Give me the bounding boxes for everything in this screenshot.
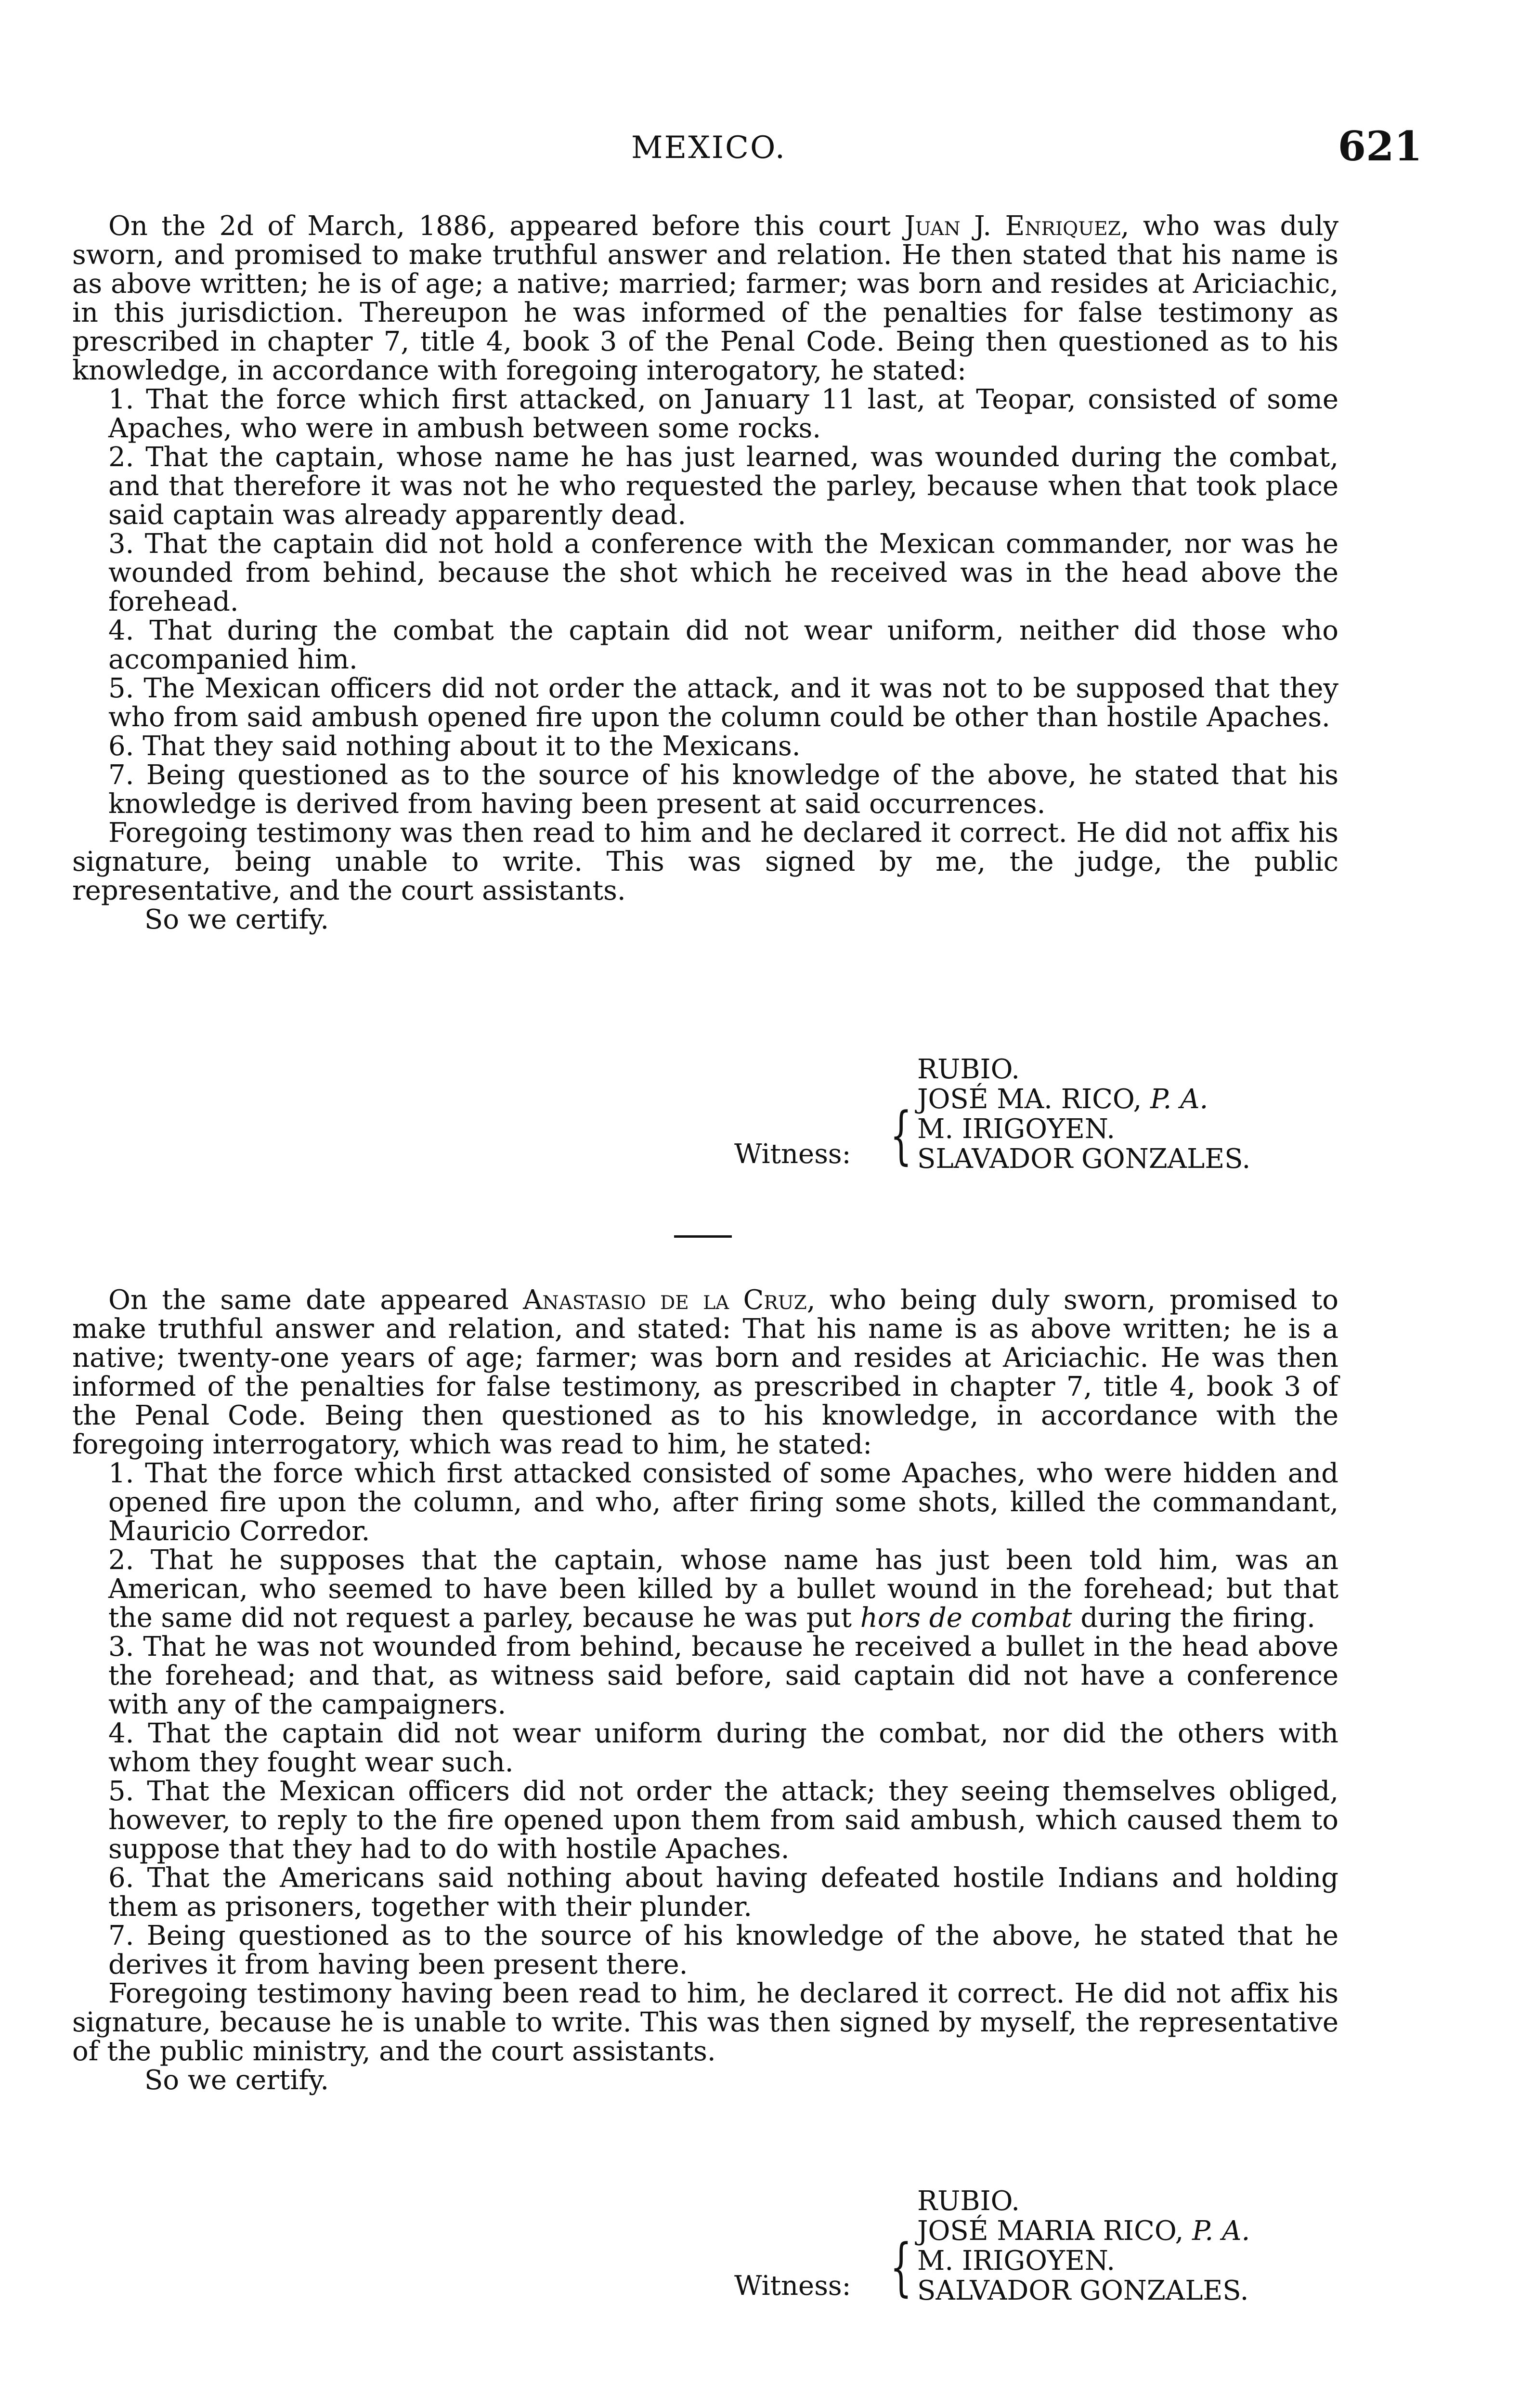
pa-title: P. A. xyxy=(1192,2215,1250,2247)
intro-text: On the 2d of March, 1886, appeared before this court xyxy=(108,210,905,242)
brace-mark: { xyxy=(890,2230,912,2303)
testimony-1-closing: Foregoing testimony was then read to him and he declared it correct. He did not affix his signature, being unable to write. This was signed by me, the judge, the public representative, and the court assistants. xyxy=(72,817,1338,906)
pa-signature xyxy=(917,1085,1250,1114)
deponent-name: Anastasio de la Cruz xyxy=(523,1284,807,1316)
pa-name: JOSÉ MA. RICO, xyxy=(917,1084,1151,1115)
testimony-2-closing: Foregoing testimony having been read to him, he declared it correct. He did not affix his signature, because he is unable to write. This was then signed by myself, the representative of the public ministry, and the court assistants. xyxy=(72,1978,1338,2067)
item-italic-phrase: hors de combat xyxy=(860,1602,1072,1634)
pa-title: P. A. xyxy=(1150,1084,1208,1115)
witness-2-signature: SALVADOR GONZALES. xyxy=(917,2275,1249,2306)
testimony-2-item: 7. Being questioned as to the source of his knowledge of the above, he stated that he derives it from having been present there. xyxy=(108,1920,1338,1980)
judge-signature: RUBIO. xyxy=(917,2186,1020,2217)
testimony-1 xyxy=(72,212,1338,934)
witness-1-signature: M. IRIGOYEN. xyxy=(917,1113,1116,1145)
testimony-2 xyxy=(72,1286,1338,2095)
judge-signature: RUBIO. xyxy=(917,1054,1020,1085)
testimony-2-item xyxy=(72,1546,1338,1633)
testimony-2-intro xyxy=(72,1286,1338,1459)
item-text: 2. That he supposes that the captain, whose name has just been told him, was an American, who seemed to have been killed by a bullet wound in the forehead; but that the same did not request a parley, because he was put xyxy=(108,1544,1338,1634)
witness-label: Witness: xyxy=(734,2270,851,2302)
testimony-2-item: 5. That the Mexican officers did not order the attack; they seeing themselves obliged, however, to reply to the fire opened upon them from said ambush, which caused them to suppose that they had to do with hostile Apaches. xyxy=(108,1776,1338,1865)
testimony-2-item: 6. That the Americans said nothing about having defeated hostile Indians and holding them as prisoners, together with their plunder. xyxy=(108,1862,1338,1923)
testimony-1-item: 2. That the captain, whose name he has just learned, was wounded during the combat, and that therefore it was not he who requested the parley, because when that took place said captain was already apparently dead. xyxy=(108,442,1338,531)
witness-2-signature: SLAVADOR GONZALES. xyxy=(917,1143,1251,1175)
deponent-name: Juan J. Enriquez xyxy=(904,210,1121,242)
testimony-2-certify: So we certify. xyxy=(144,2065,329,2096)
testimony-1-item: 5. The Mexican officers did not order the attack, and it was not to be supposed that they who from said ambush opened fire upon the column could be other than hostile Apaches. xyxy=(108,673,1338,733)
testimony-2-item: 4. That the captain did not wear uniform during the combat, nor did the others with whom they fought wear such. xyxy=(108,1718,1338,1778)
section-divider xyxy=(674,1235,732,1238)
intro-text: On the same date appeared xyxy=(108,1284,523,1316)
testimony-1-intro xyxy=(72,212,1338,385)
page-number: 621 xyxy=(1338,122,1422,170)
running-head xyxy=(72,122,1422,173)
testimony-2-item: 1. That the force which first attacked consisted of some Apaches, who were hidden and opened fire upon the column, and who, after firing some shots, killed the commandant, Mauricio Corredor. xyxy=(108,1458,1338,1547)
testimony-2-item: 3. That he was not wounded from behind, because he received a bullet in the head above the forehead; and that, as witness said before, said captain did not have a conference with any of the campaigners. xyxy=(108,1631,1338,1720)
intro-text-continued: , who was duly sworn, and promised to make truthful answer and relation. He then stated that his name is as above written; he is of age; a native; married; farmer; was born and resides at Ariciachic, in this jurisdiction. Thereupon he was informed of the penalties for false testimony as prescribed in chapter 7, title 4, book 3 of the Penal Code. Being then questioned as to his knowledge, in accordance with foregoing interogatory, he stated: xyxy=(72,210,1339,386)
brace-mark: { xyxy=(890,1099,912,1172)
testimony-1-item: 6. That they said nothing about it to the Mexicans. xyxy=(108,731,801,762)
testimony-1-item: 1. That the force which first attacked, on January 11 last, at Teopar, consisted of some Apaches, who were in ambush between some rocks. xyxy=(108,384,1338,444)
pa-name: JOSÉ MARIA RICO, xyxy=(917,2215,1193,2247)
item-text-continued: during the firing. xyxy=(1072,1602,1315,1634)
pa-signature xyxy=(917,2216,1250,2246)
testimony-1-item: 7. Being questioned as to the source of his knowledge of the above, he stated that his knowledge is derived from having been present at said occurrences. xyxy=(108,759,1338,820)
page-title: MEXICO. xyxy=(631,130,787,166)
testimony-1-certify: So we certify. xyxy=(144,904,329,935)
testimony-2-signatures xyxy=(917,2186,1250,2306)
witness-1-signature: M. IRIGOYEN. xyxy=(917,2245,1116,2277)
intro-text-continued: , who being duly sworn, promised to make truthful answer and relation, and stated: That his name is as above written; he is a native; twenty-one years of age; farmer; was born and resides at Ariciachic. He was then informed of the penalties for false testimony, as prescribed in chapter 7, title 4, book 3 of the Penal Code. Being then questioned as to his knowledge, in accordance with the foregoing interrogatory, which was read to him, he stated: xyxy=(72,1284,1338,1460)
testimony-1-signatures xyxy=(917,1055,1250,1174)
testimony-1-item: 4. That during the combat the captain did not wear uniform, neither did those who accompanied him. xyxy=(108,615,1338,675)
testimony-1-item: 3. That the captain did not hold a conference with the Mexican commander, nor was he wounded from behind, because the shot which he received was in the head above the forehead. xyxy=(108,528,1338,617)
witness-label: Witness: xyxy=(734,1139,851,1170)
